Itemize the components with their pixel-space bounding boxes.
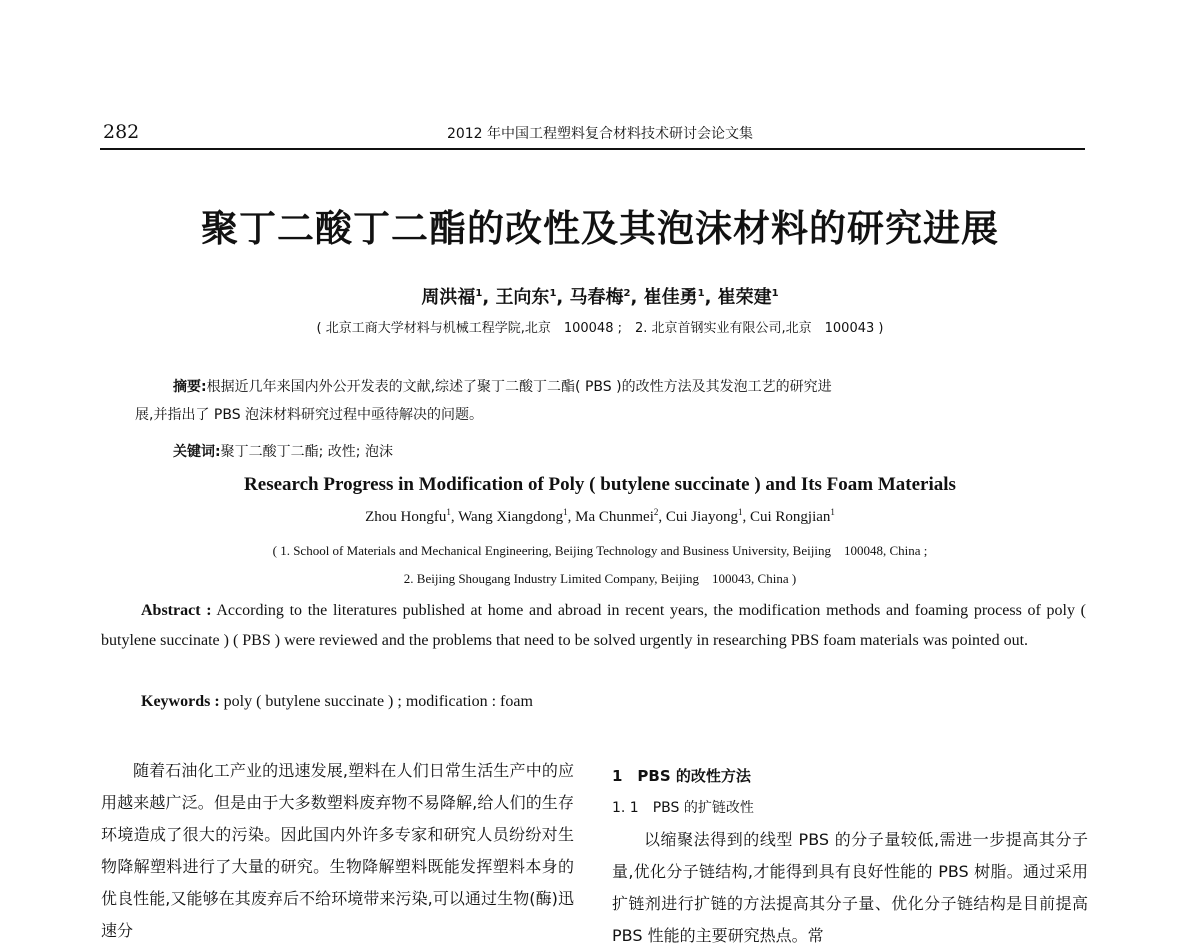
paper-title-en: Research Progress in Modification of Poly ( butylene succinate ) and Its Foam Materials: [244, 474, 956, 495]
author-affil-index: 1: [771, 288, 779, 299]
author-affil-index: 2: [653, 507, 659, 517]
author-name: Wang Xiangdong: [458, 509, 564, 525]
abstract-en-label: Abstract :: [141, 602, 212, 619]
affiliation-en-line2: 2. Beijing Shougang Industry Limited Company, Beijing 100043, China ): [403, 571, 797, 586]
author-list-en: Zhou Hongfu$^1$, Wang Xiangdong$^1$, Ma Chunmei$^2$, Cui Jiayong$^1$, Cui Rongjian$^1$: [365, 507, 835, 525]
author-name: 马春梅: [569, 287, 624, 308]
keywords-en-label: Keywords :: [141, 693, 220, 710]
author-affil-index: 1: [563, 507, 568, 517]
keywords-cn: [173, 441, 393, 461]
running-title: 2012 年中国工程塑料复合材料技术研讨会论文集: [446, 126, 754, 142]
abstract-cn-line1: 根据近几年来国内外公开发表的文献,综述了聚丁二酸丁二酯( PBS )的改性方法及其发泡工艺的研究进: [206, 379, 832, 395]
paper-title-cn: 聚丁二酸丁二酯的改性及其泡沫材料的研究进展: [201, 207, 999, 250]
author-affil-index: 1: [830, 507, 835, 517]
abstract-en: [101, 596, 1086, 656]
affiliation-en-line1: ( 1. School of Materials and Mechanical Engineering, Beijing Technology and Business University, Beijing 100048, China ;: [272, 543, 928, 558]
keywords-en: [141, 693, 533, 711]
page-number: 282: [103, 121, 140, 143]
keywords-cn-label: 关键词:: [173, 444, 221, 460]
author-name: 崔荣建: [717, 287, 772, 308]
abstract-cn-line2: 展,并指出了 PBS 泡沫材料研究过程中亟待解决的问题。: [135, 407, 484, 423]
author-name: 崔佳勇: [643, 287, 698, 308]
subsection-heading: 1. 1 PBS 的扩链改性: [612, 800, 754, 816]
abstract-cn: [135, 373, 1055, 429]
author-list-cn: 周洪福$^1$, 王向东$^1$, 马春梅$^2$, 崔佳勇$^1$, 崔荣建$^1$: [421, 287, 779, 308]
body-paragraph: 以缩聚法得到的线型 PBS 的分子量较低,需进一步提高其分子量,优化分子链结构,才能得到具有良好性能的 PBS 树脂。通过采用扩链剂进行扩链的方法提高其分子量、优化分子链结构是目前提高 PBS 性能的主要研究热点。常: [612, 830, 1088, 945]
author-affil-index: 2: [623, 288, 631, 299]
affiliation-cn: ( 北京工商大学材料与机械工程学院,北京 100048 ; 2. 北京首钢实业有限公司,北京 100043 ): [316, 321, 884, 336]
author-affil-index: 1: [446, 507, 451, 517]
body-paragraph: 随着石油化工产业的迅速发展,塑料在人们日常生活生产中的应用越来越广泛。但是由于大多数塑料废弃物不易降解,给人们的生存环境造成了很大的污染。因此国内外许多专家和研究人员纷纷对生物降解塑料进行了大量的研究。生物降解塑料既能发挥塑料本身的优良性能,又能够在其废弃后不给环境带来污染,可以通过生物(酶)迅速分: [101, 761, 574, 940]
author-name: Cui Rongjian: [749, 509, 831, 525]
section-heading: 1 PBS 的改性方法: [612, 767, 751, 785]
author-name: Cui Jiayong: [665, 509, 738, 525]
keywords-en-text: poly ( butylene succinate ) ; modification : foam: [223, 693, 533, 710]
author-affil-index: 1: [737, 507, 743, 517]
author-name: Ma Chunmei: [575, 509, 654, 525]
keywords-cn-text: 聚丁二酸丁二酯; 改性; 泡沫: [220, 444, 393, 460]
abstract-cn-label: 摘要:: [173, 379, 207, 395]
body-column-right: [612, 760, 1088, 952]
author-affil-index: 1: [475, 288, 483, 299]
abstract-en-text: According to the literatures published at home and abroad in recent years, the modification methods and foaming process of poly ( butylene succinate ) ( PBS ) were reviewed and the problems that need to be solved urgently in researching PBS foam materials was pointed out.: [101, 602, 1086, 649]
body-column-left: [101, 755, 574, 947]
author-name: 王向东: [495, 287, 550, 308]
author-affil-index: 1: [697, 288, 705, 299]
author-name: Zhou Hongfu: [365, 509, 447, 525]
author-name: 周洪福: [421, 287, 476, 308]
header-rule: [100, 148, 1085, 150]
author-affil-index: 1: [549, 288, 557, 299]
